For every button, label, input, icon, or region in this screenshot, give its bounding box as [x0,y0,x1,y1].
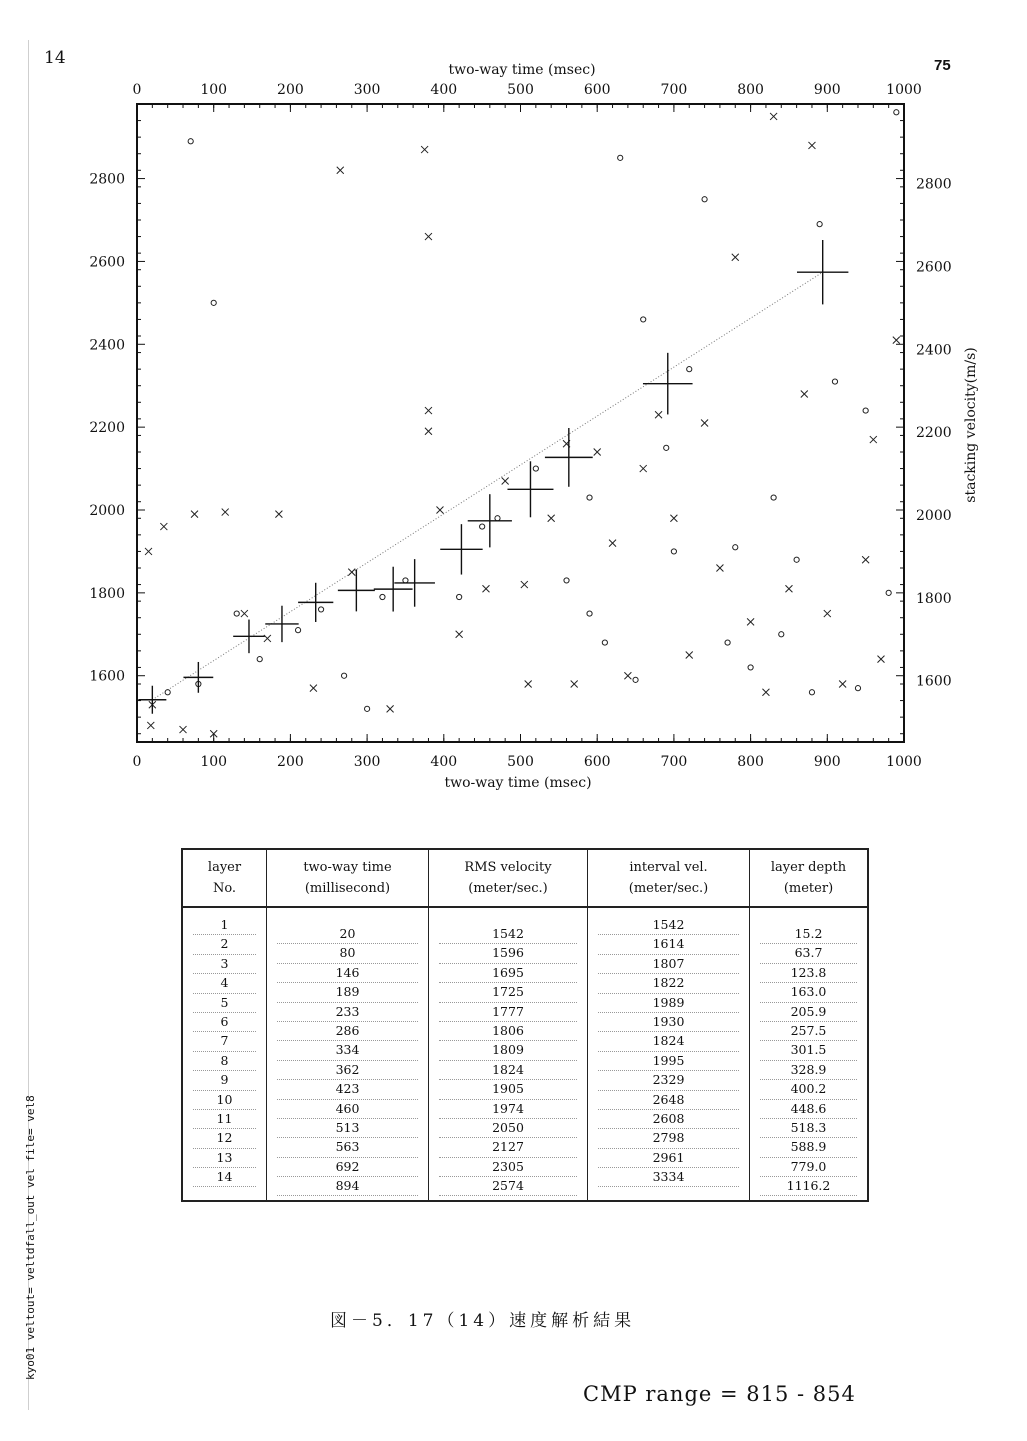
two-way-time-cell: 563 [277,1138,418,1157]
o-mark [702,197,707,202]
x-mark [160,523,167,530]
x-mark [337,167,344,174]
x-axis-label-top: two-way time (msec) [448,62,596,78]
y-tick-label-right: 2000 [916,508,952,524]
x-mark [870,436,877,443]
y-tick-label-left: 2000 [89,503,125,519]
o-mark [641,317,646,322]
layer-number-cell: 4 [193,974,256,993]
interval-velocity-cell: 1995 [598,1052,739,1071]
layer-depth-cell: 123.8 [760,964,857,983]
x-mark [275,511,282,518]
header-two-way-time: two-way time (millisecond) [267,849,429,907]
x-tick-label-top: 0 [132,82,142,98]
column-rms-velocity [429,907,588,1201]
column-interval-velocity [588,907,750,1201]
o-mark [664,445,669,450]
layer-depth-cell: 448.6 [760,1100,857,1119]
o-mark [748,665,753,670]
velocity-pick [138,686,166,714]
o-mark [894,110,899,115]
rms-velocity-cell: 1974 [439,1100,577,1119]
x-mark [785,585,792,592]
x-mark [594,449,601,456]
o-mark [318,607,323,612]
header-rms-velocity: RMS velocity (meter/sec.) [429,849,588,907]
x-mark [770,113,777,120]
x-mark [147,722,154,729]
layer-number-cell: 9 [193,1071,256,1090]
o-mark [602,640,607,645]
x-mark [877,656,884,663]
velocity-pick [797,240,848,304]
interval-velocity-cell: 1614 [598,935,739,954]
x-mark [640,465,647,472]
x-mark [732,254,739,261]
side-note: kyo01 veltout= veltdfall_out vel file= vel8 [24,1095,37,1380]
rms-velocity-cell: 1777 [439,1003,577,1022]
x-mark [264,635,271,642]
interval-velocity-cell: 1989 [598,994,739,1013]
interval-velocity-cell: 2608 [598,1110,739,1129]
x-mark [686,652,693,659]
two-way-time-cell: 362 [277,1061,418,1080]
two-way-time-cell: 513 [277,1119,418,1138]
x-tick-label-top: 100 [200,82,228,98]
o-mark [234,611,239,616]
o-mark [257,657,262,662]
layer-number-cell: 5 [193,994,256,1013]
x-mark [425,407,432,414]
x-mark [145,548,152,555]
x-mark [801,391,808,398]
rms-velocity-cell: 2574 [439,1177,577,1196]
o-mark [779,632,784,637]
layer-number-cell: 7 [193,1032,256,1051]
header-layer-depth: layer depth (meter) [750,849,869,907]
interval-velocity-cell: 1822 [598,974,739,993]
two-way-time-cell: 286 [277,1022,418,1041]
x-tick-label-bottom: 200 [277,754,304,770]
column-layer-depth [750,907,869,1201]
o-mark [886,590,891,595]
y-axis-label: stacking velocity(m/s) [963,347,979,503]
interval-velocity-cell: 1542 [598,916,739,935]
o-mark [211,300,216,305]
rms-velocity-cell: 2305 [439,1158,577,1177]
x-mark [716,565,723,572]
o-mark [817,222,822,227]
rms-velocity-cell: 1695 [439,964,577,983]
x-mark [191,511,198,518]
y-tick-label-right: 1800 [916,590,952,607]
velocity-pick [298,583,333,622]
x-mark [824,610,831,617]
layer-depth-cell: 328.9 [760,1061,857,1080]
two-way-time-cell: 894 [277,1177,418,1196]
interval-velocity-cell: 2648 [598,1091,739,1110]
x-tick-label-bottom: 500 [507,754,534,770]
y-tick-label-right: 2600 [916,259,952,276]
layer-depth-cell: 400.2 [760,1080,857,1099]
x-tick-label-bottom: 700 [660,754,688,770]
o-mark [188,139,193,144]
layer-depth-cell: 518.3 [760,1119,857,1138]
x-mark [747,618,754,625]
x-mark [387,705,394,712]
x-tick-label-top: 900 [813,82,841,98]
x-mark [670,515,677,522]
x-mark [893,337,900,344]
velocity-pick [265,606,298,642]
o-mark [863,408,868,413]
o-mark [457,594,462,599]
y-tick-label-left: 2200 [89,420,125,437]
x-mark [808,142,815,149]
two-way-time-cell: 233 [277,1003,418,1022]
figure-caption: 図－5．17（14）速度解析結果 [330,1311,636,1331]
header-interval-velocity: interval vel. (meter/sec.) [588,849,750,907]
x-mark [310,685,317,692]
two-way-time-cell: 80 [277,944,418,963]
o-mark [480,524,485,529]
interval-velocity-cell: 1824 [598,1032,739,1051]
o-mark [365,706,370,711]
two-way-time-cell: 146 [277,964,418,983]
x-mark [762,689,769,696]
two-way-time-cell: 189 [277,983,418,1002]
interval-velocity-cell: 2798 [598,1129,739,1148]
x-tick-label-top: 500 [507,82,534,98]
rms-velocity-cell: 2127 [439,1138,577,1157]
layer-depth-cell: 163.0 [760,983,857,1002]
layer-number-cell: 14 [193,1168,256,1187]
x-mark [436,507,443,514]
layer-number-cell: 13 [193,1149,256,1168]
o-mark [295,628,300,633]
x-tick-label-bottom: 0 [132,754,142,770]
plot-frame [137,104,904,742]
x-mark [425,428,432,435]
rms-velocity-cell: 1824 [439,1061,577,1080]
layer-depth-cell: 205.9 [760,1003,857,1022]
velocity-pick [468,494,512,547]
x-mark [502,478,509,485]
layer-number-cell: 8 [193,1052,256,1071]
o-mark [687,367,692,372]
o-mark [633,677,638,682]
o-mark [794,557,799,562]
x-tick-label-top: 700 [660,82,688,98]
rms-trend-line [152,272,822,700]
x-mark [571,681,578,688]
layer-depth-cell: 63.7 [760,944,857,963]
o-mark [587,611,592,616]
y-tick-label-right: 1600 [916,673,952,690]
o-mark [533,466,538,471]
x-tick-label-bottom: 900 [813,754,841,770]
rms-velocity-cell: 1725 [439,983,577,1002]
x-mark [655,411,662,418]
y-tick-label-left: 1800 [89,585,125,602]
x-tick-label-bottom: 100 [200,754,228,770]
x-tick-label-bottom: 300 [353,754,381,770]
o-mark [380,594,385,599]
rms-velocity-cell: 1596 [439,944,577,963]
y-tick-label-left: 1600 [89,668,125,685]
x-tick-label-bottom: 1000 [886,754,922,770]
layer-depth-cell: 301.5 [760,1041,857,1060]
x-mark [609,540,616,547]
x-mark [180,726,187,733]
rms-velocity-cell: 1809 [439,1041,577,1060]
o-mark [832,379,837,384]
o-mark [587,495,592,500]
o-mark [671,549,676,554]
x-mark [425,233,432,240]
header-layer: layer No. [182,849,267,907]
rms-velocity-cell: 1806 [439,1022,577,1041]
velocity-pick [440,524,482,574]
layer-depth-cell: 1116.2 [760,1177,857,1196]
rms-velocity-cell: 2050 [439,1119,577,1138]
interval-velocity-cell: 2961 [598,1149,739,1168]
x-mark [421,146,428,153]
two-way-time-cell: 20 [277,925,418,944]
velocity-picks [138,240,848,714]
x-tick-label-top: 200 [277,82,304,98]
velocity-pick [643,353,693,415]
page-number-right: 75 [934,57,951,74]
velocity-pick [545,428,593,487]
velocity-pick [233,620,265,654]
layer-number-cell: 10 [193,1091,256,1110]
x-tick-label-top: 600 [583,82,611,98]
interval-velocity-cell: 1930 [598,1013,739,1032]
x-tick-label-top: 300 [353,82,381,98]
page-number-left: 14 [44,48,66,68]
two-way-time-cell: 460 [277,1100,418,1119]
x-tick-label-bottom: 600 [583,754,611,770]
x-tick-label-top: 400 [430,82,458,98]
x-mark [456,631,463,638]
x-axis-label-bottom: two-way time (msec) [444,775,592,791]
x-mark [348,569,355,576]
x-mark [482,585,489,592]
cmp-range: CMP range = 815 - 854 [583,1382,856,1406]
column-two-way-time [267,907,429,1201]
y-tick-label-right: 2200 [916,425,952,442]
semblance-marks [145,110,900,738]
ticks-layer [89,82,951,770]
y-tick-label-left: 2400 [89,337,125,354]
layer-number-cell: 2 [193,935,256,954]
velocity-pick [374,567,413,612]
o-mark [165,690,170,695]
x-tick-label-bottom: 400 [430,754,458,770]
layer-depth-cell: 15.2 [760,925,857,944]
x-mark [241,610,248,617]
interval-velocity-cell: 1807 [598,955,739,974]
velocity-pick [394,559,435,607]
x-mark [624,672,631,679]
x-tick-label-top: 800 [737,82,764,98]
velocity-pick [338,569,375,611]
velocity-table [181,848,869,1202]
o-mark [771,495,776,500]
layer-depth-cell: 257.5 [760,1022,857,1041]
o-mark [725,640,730,645]
o-mark [564,578,569,583]
o-mark [341,673,346,678]
velocity-pick [507,461,553,517]
layer-number-cell: 3 [193,955,256,974]
layer-depth-cell: 588.9 [760,1138,857,1157]
y-tick-label-left: 2600 [89,254,125,271]
y-tick-label-right: 2400 [916,342,952,359]
two-way-time-cell: 423 [277,1080,418,1099]
y-tick-label-right: 2800 [916,176,952,193]
o-mark [809,690,814,695]
interval-velocity-cell: 3334 [598,1168,739,1187]
o-mark [855,686,860,691]
layer-depth-cell: 779.0 [760,1158,857,1177]
layer-number-cell: 1 [193,916,256,935]
x-mark [839,681,846,688]
x-mark [525,681,532,688]
x-mark [862,556,869,563]
two-way-time-cell: 692 [277,1158,418,1177]
x-mark [222,509,229,516]
y-tick-label-left: 2800 [89,171,125,188]
rms-velocity-cell: 1542 [439,925,577,944]
o-mark [733,545,738,550]
two-way-time-cell: 334 [277,1041,418,1060]
layer-number-cell: 6 [193,1013,256,1032]
x-mark [521,581,528,588]
interval-velocity-cell: 2329 [598,1071,739,1090]
column-layer [182,907,267,1201]
x-mark [701,420,708,427]
x-tick-label-top: 1000 [886,82,922,98]
rms-velocity-cell: 1905 [439,1080,577,1099]
velocity-pick [183,662,213,693]
o-mark [618,155,623,160]
x-mark [548,515,555,522]
layer-number-cell: 11 [193,1110,256,1129]
x-tick-label-bottom: 800 [737,754,764,770]
layer-number-cell: 12 [193,1129,256,1148]
